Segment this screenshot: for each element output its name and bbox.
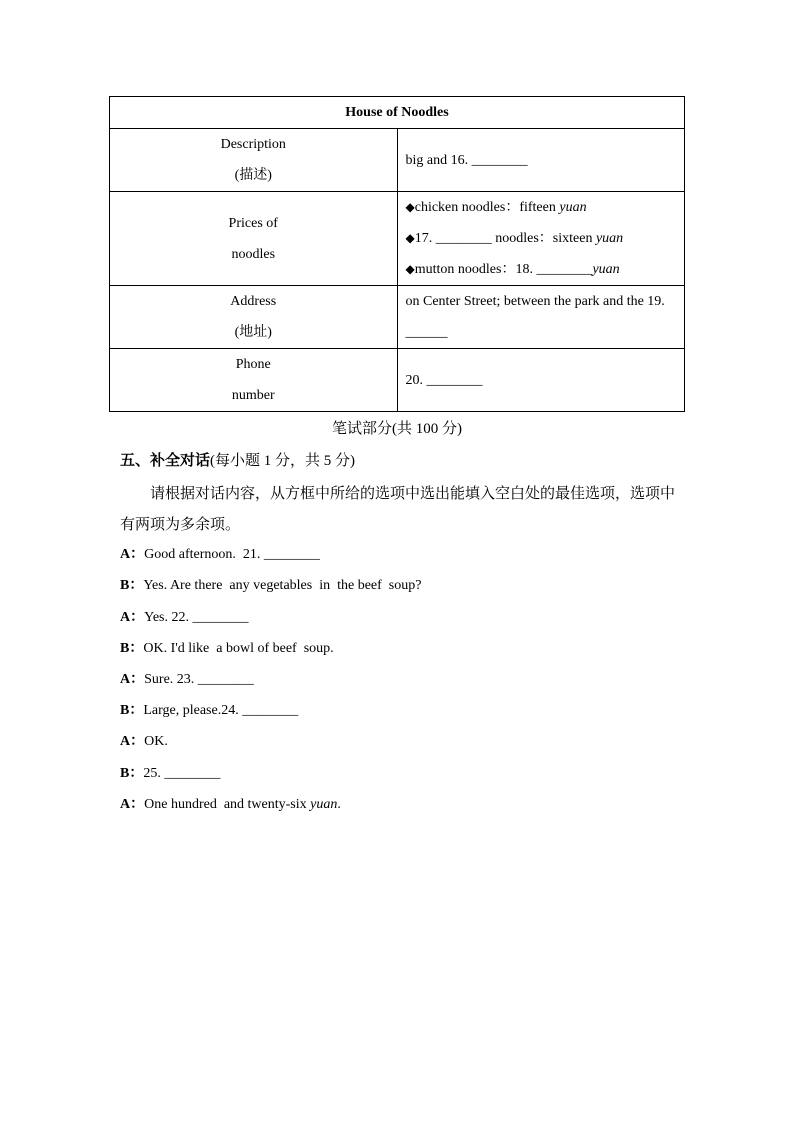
dialogue-line: B：25. ________ <box>120 766 221 781</box>
label-line: (描述) <box>234 168 272 183</box>
row-label-prices <box>110 192 398 286</box>
dialogue-line: A：One hundred and twenty-six yuan. <box>120 797 341 812</box>
label-line: Description <box>220 137 286 152</box>
diamond-bullet-icon: ◆ <box>405 231 415 245</box>
label-line: number <box>231 388 275 403</box>
row-value-address: on Center Street; between the park and the 19. ______ <box>397 286 685 349</box>
label-line: noodles <box>231 246 276 262</box>
label-line: (地址) <box>234 325 272 340</box>
dialogue-line: A：Yes. 22. ________ <box>120 610 249 625</box>
price-item: ◆chicken noodles：fifteen yuan <box>405 200 587 215</box>
noodle-info-table <box>109 96 685 412</box>
table-row-prices <box>110 192 685 286</box>
dialogue-line: B：Yes. Are there any vegetables in the beef soup? <box>120 578 422 593</box>
price-item: ◆mutton noodles：18. ________yuan <box>405 262 620 277</box>
row-label-description <box>110 129 398 192</box>
section-heading: 笔试部分(共 100 分) <box>332 421 462 437</box>
dialogue-line: B：Large, please.24. ________ <box>120 703 299 718</box>
dialogue-line: B：OK. I'd like a bowl of beef soup. <box>120 641 334 656</box>
label-line: Phone <box>235 357 271 372</box>
table-row-phone <box>110 349 685 412</box>
row-value-description: big and 16. ________ <box>397 129 685 192</box>
question-instructions: 请根据对话内容，从方框中所给的选项中选出能填入空白处的最佳选项，选项中有两项为多余项。 <box>120 486 676 533</box>
label-line: Address <box>230 294 277 309</box>
dialogue-line: A：OK. <box>120 734 168 749</box>
question-title: 五、补全对话(每小题 1 分，共 5 分) <box>120 453 356 469</box>
row-value-prices <box>397 192 685 286</box>
diamond-bullet-icon: ◆ <box>405 200 415 214</box>
dialogue-line: A：Good afternoon. 21. ________ <box>120 547 320 562</box>
dialogue-line: A：Sure. 23. ________ <box>120 672 254 687</box>
diamond-bullet-icon: ◆ <box>405 262 415 276</box>
row-value-phone: 20. ________ <box>397 349 685 412</box>
table-row-address <box>110 286 685 349</box>
table-title: House of Noodles <box>110 97 685 129</box>
row-label-phone <box>110 349 398 412</box>
price-item: ◆17. ________ noodles：sixteen yuan <box>405 231 624 246</box>
row-label-address <box>110 286 398 349</box>
label-line: Prices of <box>228 215 278 231</box>
table-row-description <box>110 129 685 192</box>
